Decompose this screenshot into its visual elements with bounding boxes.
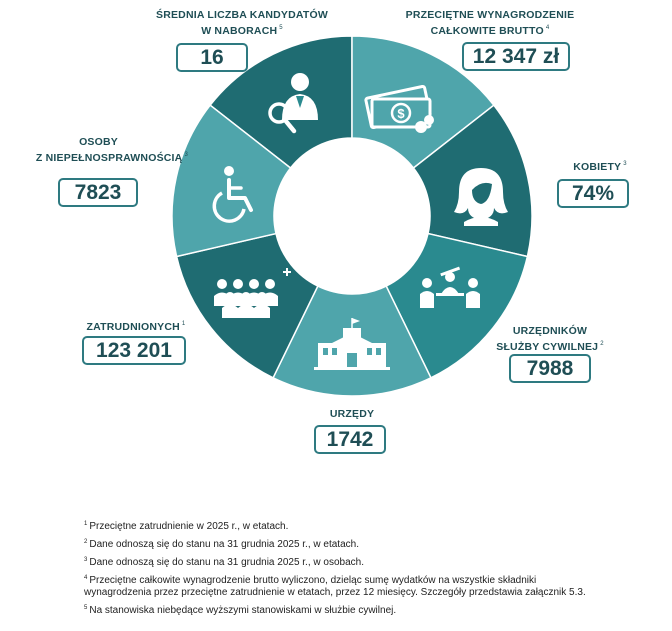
label-niepelnosprawni-line1: OSOBY — [79, 136, 118, 148]
label-urzedy — [300, 408, 404, 421]
label-kandydaci — [142, 9, 342, 38]
label-kobiety — [560, 158, 640, 174]
label-urzednicy-line2: SŁUŻBY CYWILNEJ — [496, 341, 599, 353]
footnotes — [84, 518, 604, 620]
value-zatrudnieni: 123 201 — [82, 336, 186, 365]
footnote-text: Przeciętne całkowite wynagrodzenie brutto wyliczono, dzieląc sumę wydatków na wszystkie składniki wynagrodzenia przez przeciętne zatrudnienie w etatach, przez 12 miesięcy. Szczegóły przedstawia załącznik 5.3. — [84, 575, 586, 598]
svg-text:$: $ — [397, 106, 405, 121]
label-wynagrodzenie-line1: PRZECIĘTNE WYNAGRODZENIE — [405, 9, 575, 21]
value-kobiety: 74% — [557, 179, 629, 208]
label-urzedy-line1: URZĘDY — [329, 408, 375, 420]
label-wynagrodzenie — [402, 9, 578, 38]
footnote-marker: 3 — [623, 161, 627, 167]
footnote-text: Dane odnoszą się do stanu na 31 grudnia 2025 r., w osobach. — [89, 557, 364, 568]
label-kandydaci-line2: W NABORACH — [201, 25, 278, 37]
wheel-center — [274, 138, 430, 294]
footnote-5 — [84, 602, 604, 617]
footnote-marker: 4 — [545, 25, 550, 31]
footnote-1 — [84, 518, 604, 533]
footnote-number: 5 — [84, 605, 88, 611]
value-urzednicy: 7988 — [509, 354, 591, 383]
footnote-text: Przeciętne zatrudnienie w 2025 r., w etatach. — [89, 521, 289, 532]
footnote-number: 3 — [84, 557, 88, 563]
footnote-2 — [84, 536, 604, 551]
footnote-3 — [84, 554, 604, 569]
value-wynagrodzenie: 12 347 zł — [462, 42, 570, 71]
value-kandydaci: 16 — [176, 43, 248, 72]
label-niepelnosprawni-line2: Z NIEPEŁNOSPRAWNOŚCIĄ — [35, 152, 183, 164]
label-kobiety-line1: KOBIETY — [573, 161, 622, 173]
label-urzednicy-line1: URZĘDNIKÓW — [512, 325, 588, 337]
label-urzednicy — [486, 325, 614, 354]
label-niepelnosprawni — [18, 136, 188, 165]
footnote-marker: 1 — [181, 321, 186, 327]
footnote-number: 2 — [84, 539, 88, 545]
footnote-text: Na stanowiska niebędące wyższymi stanowiskami w służbie cywilnej. — [89, 605, 397, 616]
footnote-text: Dane odnoszą się do stanu na 31 grudnia 2025 r., w etatach. — [89, 539, 359, 550]
footnote-marker: 3 — [184, 152, 188, 158]
label-kandydaci-line1: ŚREDNIA LICZBA KANDYDATÓW — [155, 9, 328, 21]
footnote-number: 4 — [84, 575, 88, 581]
label-zatrudnieni-line1: ZATRUDNIONYCH — [86, 321, 180, 333]
label-zatrudnieni — [82, 318, 190, 334]
label-wynagrodzenie-line2: CAŁKOWITE BRUTTO — [430, 25, 544, 37]
footnote-marker: 2 — [600, 341, 604, 347]
footnote-number: 1 — [84, 521, 88, 527]
value-niepelnosprawni: 7823 — [58, 178, 138, 207]
footnote-marker: 5 — [279, 25, 283, 31]
footnote-4 — [84, 572, 604, 599]
value-urzedy: 1742 — [314, 425, 386, 454]
